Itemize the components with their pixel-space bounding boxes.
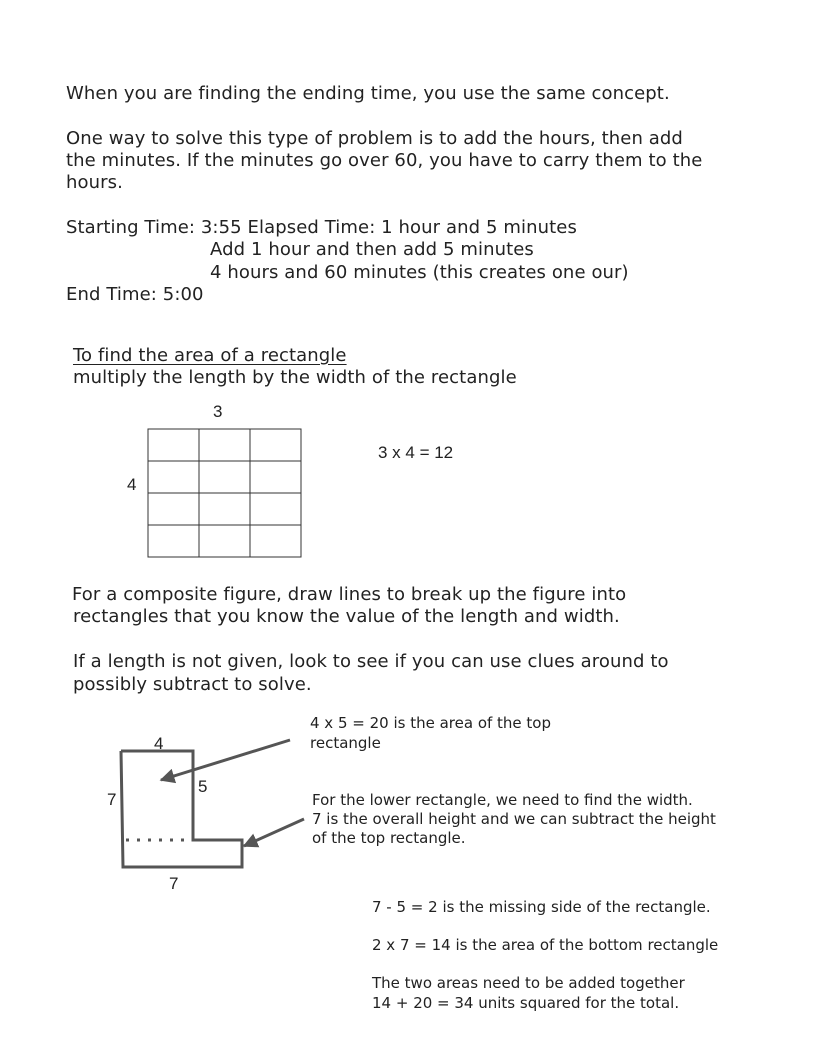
l-shape-outline [121, 751, 242, 867]
step-1: 7 - 5 = 2 is the missing side of the rectangle. [372, 898, 711, 916]
note-lower-line-1: For the lower rectangle, we need to find the width. [312, 791, 693, 809]
example-line-3: 4 hours and 60 minutes (this creates one our) [210, 262, 629, 283]
step-3-line-1: The two areas need to be added together [372, 974, 685, 992]
example-line-1: Starting Time: 3:55 Elapsed Time: 1 hour and 5 minutes [66, 217, 577, 238]
arrow-lower [244, 819, 304, 846]
step-2: 2 x 7 = 14 is the area of the bottom rectangle [372, 936, 719, 954]
end-time: End Time: 5:00 [66, 284, 204, 305]
method-line-2: the minutes. If the minutes go over 60, you have to carry them to the [66, 150, 703, 171]
composite-line-1: For a composite figure, draw lines to break up the figure into [72, 584, 627, 605]
figure-label-bottom: 7 [169, 874, 179, 893]
area-subheading: multiply the length by the width of the rectangle [73, 367, 517, 388]
grid-equation: 3 x 4 = 12 [378, 443, 454, 462]
method-line-3: hours. [66, 172, 123, 193]
method-line-1: One way to solve this type of problem is to add the hours, then add [66, 128, 683, 149]
arrow-top [161, 740, 290, 780]
clue-line-1: If a length is not given, look to see if you can use clues around to [73, 651, 669, 672]
figure-label-top: 4 [154, 734, 164, 753]
example-line-2: Add 1 hour and then add 5 minutes [210, 239, 534, 260]
figure-label-left: 7 [107, 790, 117, 809]
note-lower-line-2: 7 is the overall height and we can subtract the height [312, 810, 716, 828]
area-heading: To find the area of a rectangle [73, 345, 347, 366]
intro-text: When you are finding the ending time, you use the same concept. [66, 83, 670, 104]
figure-label-inner: 5 [198, 777, 208, 796]
clue-line-2: possibly subtract to solve. [73, 674, 312, 695]
step-3-line-2: 14 + 20 = 34 units squared for the total. [372, 994, 680, 1012]
note-top-line-2: rectangle [310, 734, 381, 752]
note-lower-line-3: of the top rectangle. [312, 829, 466, 847]
composite-line-2: rectangles that you know the value of the length and width. [73, 606, 620, 627]
note-top-line-1: 4 x 5 = 20 is the area of the top [310, 714, 552, 732]
grid-top-label: 3 [213, 402, 223, 421]
grid-side-label: 4 [127, 475, 137, 494]
